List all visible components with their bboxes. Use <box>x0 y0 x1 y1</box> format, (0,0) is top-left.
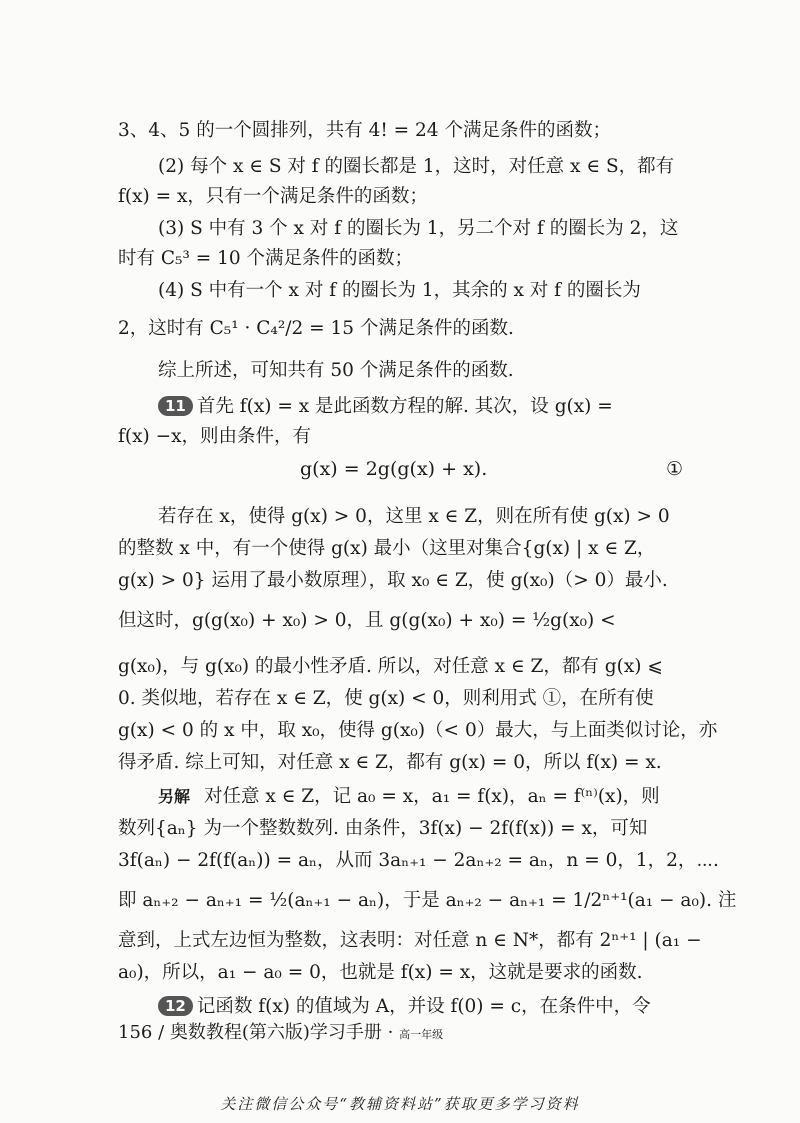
text-line: 时有 C₅³ = 10 个满足条件的函数； <box>118 248 414 269</box>
equation-number: ① <box>666 458 684 480</box>
text-line: a₀)，所以，a₁ − a₀ = 0，也就是 f(x) = x，这就是要求的函数. <box>118 962 643 983</box>
text-line: 3f(aₙ) − 2f(f(aₙ)) = aₙ，从而 3aₙ₊₁ − 2aₙ₊₂ = aₙ，n = 0，1，2，⋯. <box>118 850 719 871</box>
grade-label: 高一年级 <box>399 1028 444 1041</box>
book-title: 奥数教程(第六版)学习手册 · <box>169 1022 394 1043</box>
text-line: 0. 类似地，若存在 x ∈ Z，使 g(x) < 0，则利用式 ①，在所有使 <box>118 688 654 709</box>
text-span: 首先 f(x) = x 是此函数方程的解. 其次，设 g(x) = <box>196 396 613 417</box>
text-line: g(x) > 0} 运用了最小数原理），取 x₀ ∈ Z，使 g(x₀)（> 0）最小. <box>118 570 668 591</box>
text-line: (2) 每个 x ∈ S 对 f 的圈长都是 1，这时，对任意 x ∈ S，都有 <box>158 156 675 177</box>
page-footer <box>118 1018 443 1044</box>
problem-badge-11: 11 <box>158 396 193 416</box>
watermark-text: 关注微信公众号“教辅资料站”获取更多学习资料 <box>220 1095 580 1113</box>
text-line: 3、4、5 的一个圆排列，共有 4! = 24 个满足条件的函数； <box>118 120 611 141</box>
problem-badge-12: 12 <box>158 996 193 1016</box>
text-line: 即 aₙ₊₂ − aₙ₊₁ = ½(aₙ₊₁ − aₙ)，于是 aₙ₊₂ − aₙ₊₁ = 1/2ⁿ⁺¹(a₁ − a₀). 注 <box>118 890 737 911</box>
text-line: (4) S 中有一个 x 对 f 的圈长为 1，其余的 x 对 f 的圈长为 <box>158 280 641 301</box>
text-line: 的整数 x 中，有一个使得 g(x) 最小（这里对集合{g(x) | x ∈ Z， <box>118 538 656 559</box>
text-line: (3) S 中有 3 个 x 对 f 的圈长为 1，另二个对 f 的圈长为 2，这 <box>158 218 679 239</box>
text-line: g(x₀)，与 g(x₀) 的最小性矛盾. 所以，对任意 x ∈ Z，都有 g(x) ⩽ <box>118 656 663 677</box>
text-line: 得矛盾. 综上可知，对任意 x ∈ Z，都有 g(x) = 0，所以 f(x) = x. <box>118 752 662 773</box>
problem-12-line <box>158 994 684 1020</box>
text-line: g(x) < 0 的 x 中，取 x₀，使得 g(x₀)（< 0）最大，与上面类似讨论，亦 <box>118 720 718 741</box>
text-line: 综上所述，可知共有 50 个满足条件的函数. <box>158 360 514 381</box>
display-equation: g(x) = 2g(g(x) + x). <box>300 458 488 480</box>
text-line: 意到，上式左边恒为整数，这表明：对任意 n ∈ N*，都有 2ⁿ⁺¹ | (a₁ − <box>118 930 702 951</box>
problem-11-line <box>158 394 684 420</box>
text-span: 记函数 f(x) 的值域为 A，并设 f(0) = c，在条件中，令 <box>196 996 651 1017</box>
solution-heading: 另解 <box>158 787 191 806</box>
text-line: 2，这时有 C₅¹ · C₄²/2 = 15 个满足条件的函数. <box>118 318 514 339</box>
text-line: 数列{aₙ} 为一个整数数列. 由条件，3f(x) − 2f(f(x)) = x，可知 <box>118 818 648 839</box>
text-line: f(x) −x，则由条件，有 <box>118 426 312 447</box>
text-span: 对任意 x ∈ Z，记 a₀ = x，a₁ = f(x)，aₙ = f⁽ⁿ⁾(x)，则 <box>204 786 660 807</box>
text-line: 但这时，g(g(x₀) + x₀) > 0，且 g(g(x₀) + x₀) = ½g(x₀) < <box>118 610 616 631</box>
text-line: 若存在 x，使得 g(x) > 0，这里 x ∈ Z，则在所有使 g(x) > 0 <box>158 506 670 527</box>
alt-solution-line <box>158 784 684 810</box>
page-number: 156 / <box>118 1022 165 1043</box>
text-line: f(x) = x，只有一个满足条件的函数； <box>118 186 428 207</box>
